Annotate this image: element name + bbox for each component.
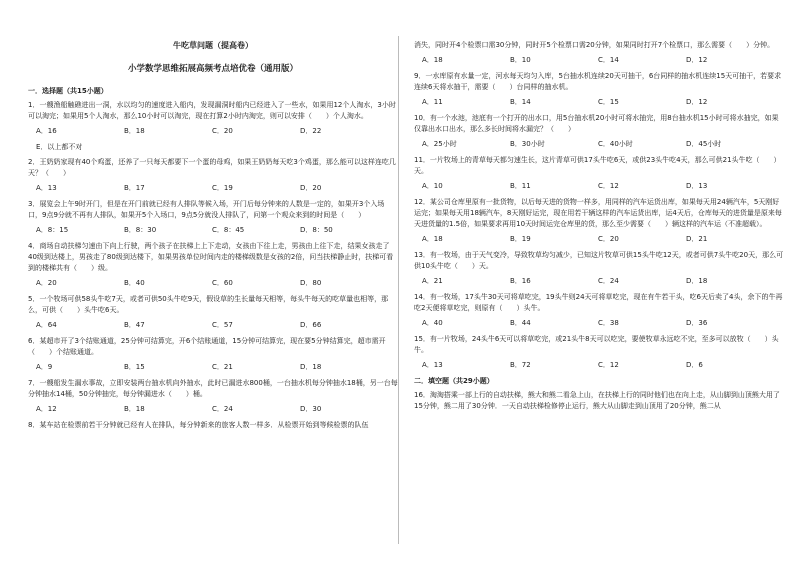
question-text: 10．有一个水池，池底有一个打开的出水口，用5台抽水机20小时可将水抽完，用8台抽水机15小时可将水抽完，如果仅靠出水口出水，那么多长时间将水漏完？（ ） — [414, 114, 779, 133]
option-d: D．12 — [686, 56, 708, 64]
option-a: A．40 — [422, 319, 443, 327]
option-b: B．11 — [510, 182, 531, 190]
question-text: 12．某公司仓库里原有一批货物，以后每天进的货物一样多，用同样的汽车运货出库，如果每天用24辆汽车，5天刚好运完；如果每天用18辆汽车，8天刚好运完，现在用若干辆这样的汽车运货出库，运4天后，仓库每天的进货量是原来每天进货量的1.5倍，如果要求再用10天时间运完仓库里的货，那么至少需要（ ）辆这样的汽车运（不准超载）。 — [414, 198, 782, 228]
option-a: A．18 — [422, 56, 443, 64]
option-a: A．13 — [422, 361, 443, 369]
option-a: A．18 — [422, 235, 443, 243]
options-row — [422, 55, 784, 66]
question-14 — [414, 292, 784, 329]
question-text: 4．商场自动扶梯匀速由下向上行驶，两个孩子在扶梯上上下走动，女孩由下往上走，男孩由上往下走，结果女孩走了40级到达楼上，男孩走了80级到达楼下，如果男孩单位时间内走的楼梯级数是女孩的2倍，问当扶梯静止时，扶梯可看到的楼梯共有（ ）级。 — [28, 242, 394, 272]
options-row — [422, 318, 784, 329]
option-c: C．8：45 — [212, 226, 245, 234]
question-4 — [28, 241, 398, 289]
question-1 — [28, 100, 398, 153]
option-d: D．13 — [686, 182, 708, 190]
question-text: 8．某车站在检票前若干分钟就已经有人在排队，每分钟新来的旅客人数一样多．从检票开始到等候检票的队伍 — [28, 421, 369, 429]
option-a: A．8：15 — [36, 226, 69, 234]
option-d: D．6 — [686, 361, 703, 369]
page-title: 牛吃草问题（提高卷） — [173, 41, 253, 50]
option-a: A．9 — [36, 363, 53, 371]
question-text: 5．一个牧场可供58头牛吃7天，或者可供50头牛吃9天，假设草的生长量每天相等，每头牛每天的吃草量也相等，那么，可供（ ）头牛吃6天。 — [28, 295, 389, 314]
option-c: C．14 — [598, 56, 619, 64]
options-row — [422, 360, 784, 371]
option-d: D．8：50 — [300, 226, 333, 234]
question-text: 6．某超市开了3个结账通道，25分钟可结算完，开6个结账通道，15分钟可结算完，现在要5分钟结算完，超市需开（ ）个结账通道。 — [28, 337, 386, 356]
question-text: 3．展览会上午9时开门，但是在开门前就已经有人排队等候入场，开门后每分钟来的人数是一定的，如果开3个入场口，9点9分就不再有人排队，如果开5个入场口，9点5分就没人排队了，问第一个观众来到的时间是（ ） — [28, 200, 385, 219]
question-7 — [28, 378, 398, 415]
question-text: 15．有一片牧场，24头牛6天可以将草吃完，或21头牛8天可以吃完，要使牧草永远吃不完，至多可以放牧（ ）头牛。 — [414, 335, 779, 354]
option-d: D．45小时 — [686, 140, 722, 148]
options-row — [36, 404, 398, 415]
section-heading-choice: 一．选择题（共15小题） — [28, 87, 108, 95]
option-c: C．12 — [598, 361, 619, 369]
options-row — [36, 183, 398, 194]
option-c: C．20 — [212, 127, 233, 135]
option-c: C．24 — [598, 277, 619, 285]
question-16 — [414, 390, 784, 412]
options-row — [422, 234, 784, 245]
question-text: 消失，同时开4个检票口需30分钟，同时开5个检票口需20分钟，如果同时打开7个检票口，那么需要（ ）分钟。 — [414, 41, 775, 49]
question-8 — [28, 420, 398, 431]
option-d: D．80 — [300, 279, 322, 287]
option-a: A．21 — [422, 277, 443, 285]
option-b: B．18 — [124, 127, 145, 135]
options-row — [36, 126, 398, 137]
question-15 — [414, 334, 784, 371]
column-divider — [398, 36, 399, 544]
options-row — [36, 362, 398, 373]
option-b: B．47 — [124, 321, 145, 329]
question-10 — [414, 113, 784, 150]
option-c: C．57 — [212, 321, 233, 329]
question-5 — [28, 294, 398, 331]
option-a: A．10 — [422, 182, 443, 190]
right-column — [414, 40, 784, 416]
options-row — [36, 278, 398, 289]
option-d: D．66 — [300, 321, 322, 329]
options-row — [422, 276, 784, 287]
options-row — [36, 320, 398, 331]
question-text: 9．一水库原有水量一定，河水每天均匀入库，5台抽水机连续20天可抽干，6台同样的抽水机连续15天可抽干，若要求连续6天将水抽干，需要（ ）台同样的抽水机。 — [414, 72, 782, 91]
question-text: 16．淘淘搭乘一部上行的自动扶梯，熊大和熊二看急上山，在扶梯上行的同时他们也在向上走，从山脚到山顶熊大用了15分钟，熊二用了30分钟．一天自动扶梯检修停止运行，熊大从山脚走到山顶用了20分钟，熊二从 — [414, 391, 780, 410]
options-row — [422, 97, 784, 108]
options-row — [422, 181, 784, 192]
option-d: D．36 — [686, 319, 708, 327]
option-d: D．12 — [686, 98, 708, 106]
option-a: A．16 — [36, 127, 57, 135]
left-column — [28, 84, 398, 435]
question-text: 2．王奶奶家现有40个鸡蛋，还养了一只每天都要下一个蛋的母鸡，如果王奶奶每天吃3个鸡蛋，那么能可以这样连吃几天？（ ） — [28, 158, 396, 177]
option-b: B．40 — [124, 279, 145, 287]
option-b: B．8：30 — [124, 226, 157, 234]
options-row — [422, 139, 784, 150]
option-d: D．21 — [686, 235, 708, 243]
option-e: E．以上都不对 — [36, 143, 83, 151]
question-text: 13．有一牧场，由于天气变冷，导致牧草均匀减少，已知这片牧草可供15头牛吃12天，或者可供7头牛吃20天，那么可供10头牛吃（ ）天。 — [414, 251, 784, 270]
option-b: B．17 — [124, 184, 145, 192]
option-b: B．16 — [510, 277, 531, 285]
option-d: D．30 — [300, 405, 322, 413]
option-b: B．15 — [124, 363, 145, 371]
page-subtitle: 小学数学思维拓展高频考点培优卷（通用版） — [127, 64, 298, 74]
option-a: A．13 — [36, 184, 57, 192]
option-c: C．12 — [598, 182, 619, 190]
question-11 — [414, 155, 784, 192]
option-b: B．30小时 — [510, 140, 545, 148]
option-c: C．20 — [598, 235, 619, 243]
question-3 — [28, 199, 398, 236]
option-c: C．40小时 — [598, 140, 633, 148]
options-row — [36, 225, 398, 236]
option-a: A．12 — [36, 405, 57, 413]
section-heading-fill: 二．填空题（共29小题） — [414, 377, 494, 385]
option-c: C．15 — [598, 98, 619, 106]
question-text: 14．有一牧场，17头牛30天可将草吃完，19头牛则24天可将草吃完，现在有牛若干头，吃6天后卖了4头，余下的牛再吃2天便将草吃完，则原有（ ）头牛。 — [414, 293, 783, 312]
question-text: 7．一艘船发生漏水事故，立即安装两台抽水机向外抽水，此时已漏进水800桶，一台抽水机每分钟抽水18桶，另一台每分钟抽水14桶，50分钟抽完，每分钟漏进水（ ）桶。 — [28, 379, 398, 398]
option-d: D．20 — [300, 184, 322, 192]
question-13 — [414, 250, 784, 287]
option-c: C．24 — [212, 405, 233, 413]
question-text: 1．一艘渔船触礁进出一洞，水以均匀的速度进入船内，发现漏洞时船内已经进入了一些水，如果用12个人淘水，3小时可以淘完；如果用5个人淘水，那么10小时可以淘完，现在打算2小时内淘完，则可以安排（ ）个人淘水。 — [28, 101, 396, 120]
option-c: C．19 — [212, 184, 233, 192]
option-b: B．19 — [510, 235, 531, 243]
option-b: B．44 — [510, 319, 531, 327]
option-a: A．20 — [36, 279, 57, 287]
option-a: A．25小时 — [422, 140, 457, 148]
question-12 — [414, 197, 784, 245]
option-a: A．64 — [36, 321, 57, 329]
option-c: C．38 — [598, 319, 619, 327]
option-c: C．21 — [212, 363, 233, 371]
question-2 — [28, 157, 398, 194]
question-9 — [414, 71, 784, 108]
option-b: B．72 — [510, 361, 531, 369]
option-b: B．18 — [124, 405, 145, 413]
option-d: D．18 — [300, 363, 322, 371]
option-b: B．14 — [510, 98, 531, 106]
question-8-cont — [414, 40, 784, 66]
option-d: D．22 — [300, 127, 322, 135]
question-6 — [28, 336, 398, 373]
option-b: B．10 — [510, 56, 531, 64]
question-text: 11．一片牧场上的青草每天都匀速生长，这片青草可供17头牛吃6天，或供23头牛吃4天，那么可供21头牛吃（ ）天。 — [414, 156, 781, 175]
option-c: C．60 — [212, 279, 233, 287]
option-d: D．18 — [686, 277, 708, 285]
option-a: A．11 — [422, 98, 443, 106]
